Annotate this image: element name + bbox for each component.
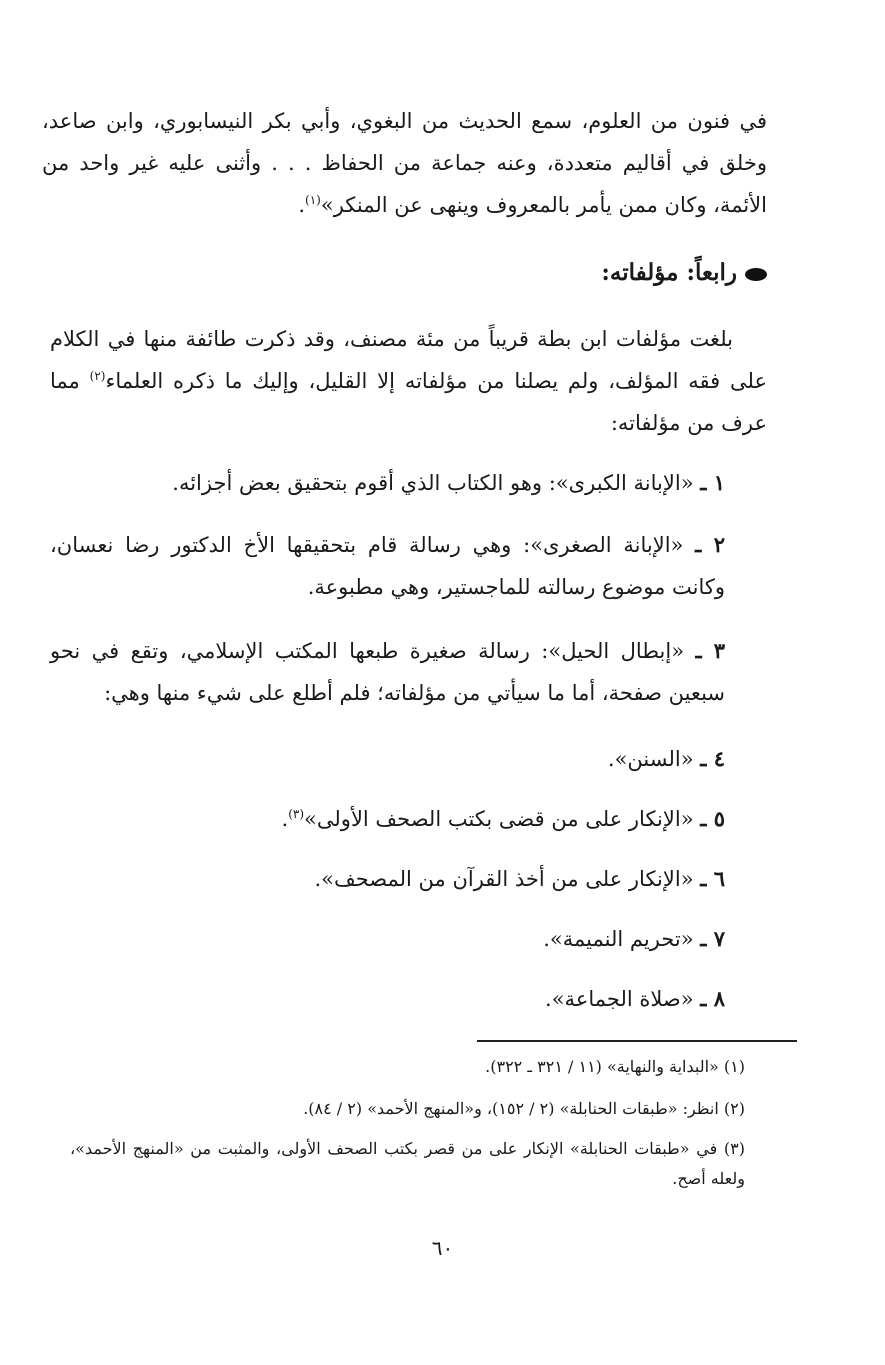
item-number: ٦ ـ xyxy=(700,866,725,891)
footnote-ref-1: (١) xyxy=(305,193,321,207)
list-item-4 xyxy=(608,738,725,780)
item-number: ٤ ـ xyxy=(700,746,725,771)
item-number: ١ ـ xyxy=(700,470,725,495)
item-text: «صلاة الجماعة». xyxy=(545,987,694,1011)
paragraph-intro: في فنون من العلوم، سمع الحديث من البغوي، وأبي بكر النيسابوري، وابن صاعد، وخلق في أقاليم متعددة، وعنه جماعة من الحفاظ . . . وأثنى عليه غير واحد من الأئمة، وكان ممن يأمر بالمعروف وينهى عن المنكر»$^{(١)}$. xyxy=(42,109,767,217)
item-text: «الإنكار على من أخذ القرآن من المصحف». xyxy=(314,867,694,891)
section-heading xyxy=(601,252,767,294)
list-item-2 xyxy=(50,524,725,608)
item-number: ٧ ـ xyxy=(700,926,725,951)
footnote-1: (١) «البداية والنهاية» (١١ / ٣٢١ ـ ٣٢٢). xyxy=(485,1057,745,1076)
item-number: ٣ ـ xyxy=(695,638,725,663)
footnote-3: (٣) في «طبقات الحنابلة» الإنكار على من قصر بكتب الصحف الأولى، والمثبت من «المنهج الأحمد»، ولعله أصح. xyxy=(70,1139,745,1188)
bullet-icon xyxy=(745,268,767,281)
item-text: «تحريم النميمة». xyxy=(543,927,694,951)
list-item-1 xyxy=(172,462,725,504)
page-number: ٦٠ xyxy=(431,1236,454,1260)
item-text: «السنن». xyxy=(607,747,694,771)
footnote-divider xyxy=(477,1040,797,1042)
footnote-ref-3: (٣) xyxy=(288,807,305,821)
item-number: ٨ ـ xyxy=(700,986,725,1011)
item-number: ٥ ـ xyxy=(700,806,725,831)
item-number: ٢ ـ xyxy=(695,532,725,557)
paragraph-intro-text: في فنون من العلوم، سمع الحديث من البغوي، وأبي بكر النيسابوري، وابن صاعد، وخلق في أقاليم متعددة، وعنه جماعة من الحفاظ . . . وأثنى عليه غير واحد من الأئمة، وكان ممن يأمر بالمعروف وينهى عن المنكر» xyxy=(42,109,767,217)
item-tail: . xyxy=(281,807,289,831)
footnote-2: (٢) انظر: «طبقات الحنابلة» (٢ / ١٥٢)، و«المنهج الأحمد» (٢ / ٨٤). xyxy=(303,1099,745,1118)
item-text: «الإبانة الصغرى»: وهي رسالة قام بتحقيقها الأخ الدكتور رضا نعسان، وكانت موضوع رسالته للماجستير، وهي مطبوعة. xyxy=(50,533,725,599)
footnote-ref-2: (٢) xyxy=(89,369,106,383)
item-text: «الإنكار على من قضى بكتب الصحف الأولى» xyxy=(304,807,694,831)
list-item-7 xyxy=(543,918,725,960)
list-item-3 xyxy=(50,630,725,714)
item-text: «إبطال الحيل»: رسالة صغيرة طبعها المكتب الإسلامي، وتقع في نحو سبعين صفحة، أما ما سيأتي من مؤلفاته؛ فلم أطلع على شيء منها وهي: xyxy=(50,639,725,705)
list-item-8 xyxy=(545,978,725,1020)
paragraph-works-intro xyxy=(50,318,767,444)
section-heading-text: رابعاً: مؤلفاته: xyxy=(601,259,737,286)
paragraph-works-text-b: مما عرف من مؤلفاته: xyxy=(50,369,767,435)
item-text: «الإبانة الكبرى»: وهو الكتاب الذي أقوم بتحقيق بعض أجزائه. xyxy=(172,471,694,495)
list-item-6 xyxy=(314,858,725,900)
list-item-5 xyxy=(282,798,725,840)
paragraph-works-text-a: بلغت مؤلفات ابن بطة قريباً من مئة مصنف، وقد ذكرت طائفة منها في الكلام على فقه المؤلف، ولم يصلنا من مؤلفاته إلا القليل، وإليك ما ذكره العلماء xyxy=(50,327,767,393)
